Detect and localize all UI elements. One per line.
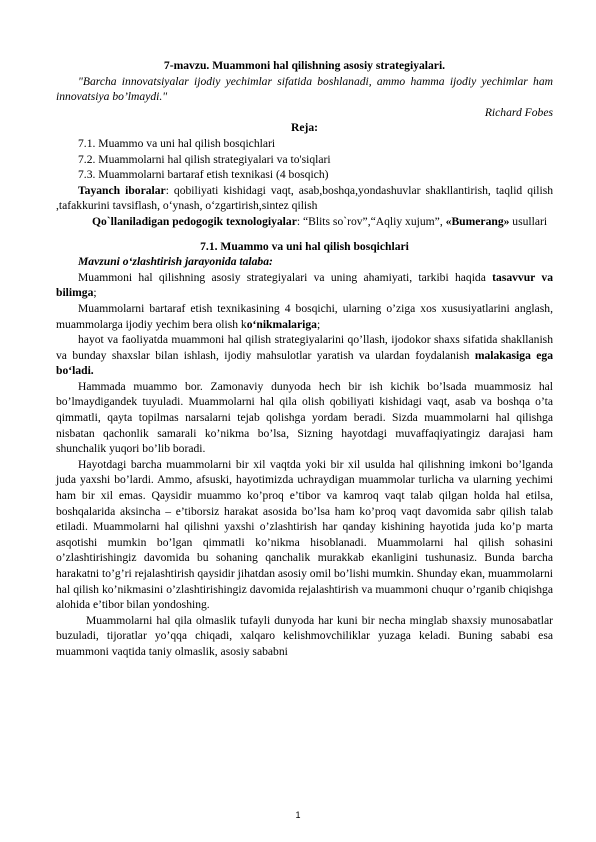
goal-skills: Muammolarni bartaraf etish texnikasining 4 bosqichi, ularning o’ziga xos xususiyatlarini anglash, muammolarga ijodiy yechim bera olish ko‘nikmalariga; <box>56 301 553 331</box>
plan-item: 7.1. Muammo va uni hal qilish bosqichlari <box>78 136 276 150</box>
keywords-text: : qobiliyati kishidagi vaqt, asab,boshqa,yondashuvlar shakllantirish, taqlid qilish ,tafakkurini tavsiflash, o‘ynash, o‘zgartirish,sintez qilish <box>56 183 554 213</box>
plan-item: 7.3. Muammolarni bartaraf etish texnikasi (4 bosqich) <box>78 168 329 182</box>
keywords-paragraph <box>56 183 553 214</box>
section-subheading: Mavzuni o‘zlashtirish jarayonida talaba: <box>78 255 273 269</box>
epigraph-author: Richard Fobes <box>484 105 553 119</box>
keywords-label: Tayanch iboralar <box>78 183 166 197</box>
body-paragraph: Muammolarni hal qila olmaslik tufayli dunyoda har kuni bir necha minglab shaxsiy munosabatlar buzuladi, tijoratlar yo’qqa chiqadi, xalqaro kelishmovchiliklar yuzaga keladi. Buning sababi esa muammoni vaqtida taniy olmaslik, asosiy sababni <box>56 613 553 658</box>
plan-item: 7.2. Muammolarni hal qilish strategiyalari va to'siqlari <box>78 152 331 166</box>
goal-knowledge: Muammoni hal qilishning asosiy strategiyalari va uning ahamiyati, tarkibi haqida tasavvur va bilimga; <box>56 270 553 300</box>
plan-heading: Reja: <box>290 121 319 135</box>
section-heading: 7.1. Muammo va uni hal qilish bosqichlari <box>200 239 409 253</box>
goal-competence: hayot va faoliyatda muammoni hal qilish strategiyalarini qo’llash, ijodokor shaxs sifatida shakllanish va bunday shaxslar bilan ishlash, ijodiy mahsulotlar yaratish va ulardan foydalanish malakasiga ega bo‘ladi. <box>56 333 553 378</box>
technologies-label: Qo`llaniladigan pedogogik texnologiyalar <box>92 214 297 228</box>
document-page <box>56 58 553 660</box>
topic-title: 7-mavzu. Muammoni hal qilishning asosiy strategiyalari. <box>163 59 446 72</box>
body-paragraph: Hammada muammo bor. Zamonaviy dunyoda hech bir ish kichik bo’lsada muammosiz hal bo’lmaydigandek tuyuladi. Muammolarni hal qila olish qobiliyati kishidagi vaqt, asab va boshqa o’ta qimmatli, qayta topilmas narsalarni tejab qolishga yordam beradi. Sizda muammolarni hal qilishga nisbatan qachonlik samarali ko’nikma bo’lsa, Sizning hayotdagi muvaffaqiyatingiz darajasi ham shunchalik yuqori bo’lib boradi. <box>56 379 553 456</box>
technologies-paragraph: Qo`llaniladigan pedogogik texnologiyalar: “Blits so`rov”,“Aqliy xujum”, «Bumerang» usullari <box>92 214 548 228</box>
body-paragraph: Hayotdagi barcha muammolarni bir xil vaqtda yoki bir xil usulda hal qilishning imkoni bo’lganda juda yaxshi bo’lardi. Ammo, afsuski, hayotimizda uchraydigan muammolar turlicha va ularning yechimi ham bir xil emas. Qaysidir muammo ko’proq e’tibor va kamroq vaqt talab qilgan holda hal etilsa, boshqalarida aksincha – e’tiborsiz harakat asosida bo’lsa ham ko’proq vaqt davomida sabr qilish talab etiladi. Muammolarni hal qilishni yaxshi o’zlashtirish har qanday kishining hayotida juda ko’p marta asqotishi mumkin bo’lgan qimmatli ko’nikma hisoblanadi. Muammolarni hal qilish sohasini o’zlashtirishingiz davomida bu sohaning qanchalik murakkab ekanligini tushunasiz. Bunda barcha harakatni to’g’ri rejalashtirish qaysidir jihatdan asosiy omil bo’lishi mumkin. Shunday ekan, muammolarni hal qilish ko’nikmasini o’zlashtirishingiz davomida rejalashtirish va muammoni chuqur o’rganib chiqishga alohida e’tibor bilan yondoshing. <box>56 457 553 612</box>
epigraph-quote: "Barcha innovatsiyalar ijodiy yechimlar sifatida boshlanadi, ammo hamma ijodiy yechimlar ham innovatsiya bo’lmaydi." <box>56 74 553 104</box>
page-number: 1 <box>295 810 301 820</box>
